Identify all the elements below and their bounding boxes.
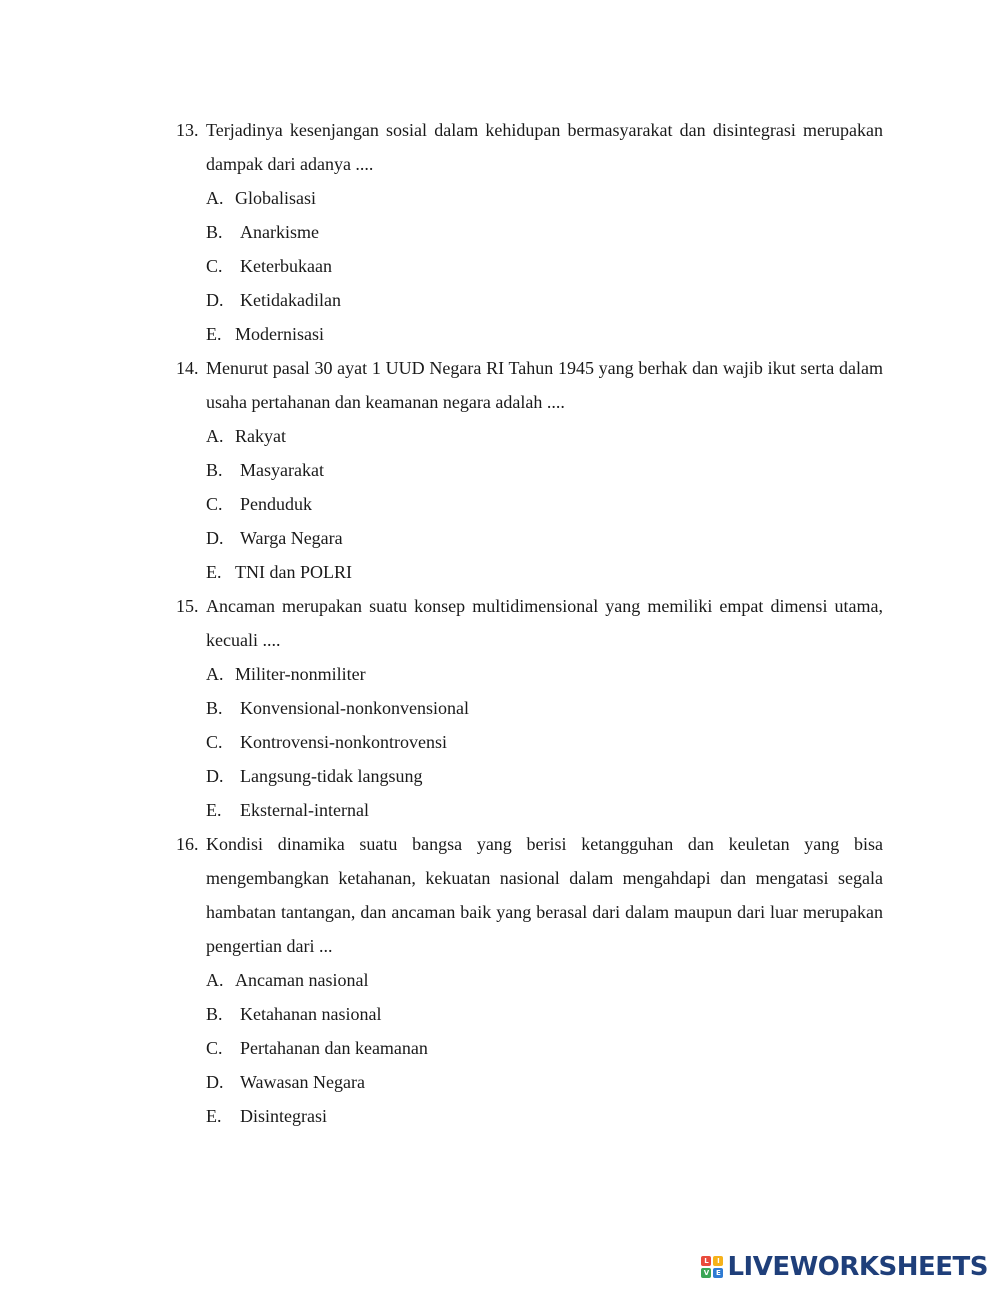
option-a[interactable] [0,419,1000,453]
option-b[interactable] [0,453,1000,487]
question-text: Terjadinya kesenjangan sosial dalam kehidupan bermasyarakat dan disintegrasi merupakan dampak dari adanya .... [206,120,883,174]
option-e[interactable] [0,1099,1000,1133]
option-letter: D. [206,766,224,786]
option-letter: B. [206,460,223,480]
liveworksheets-logo-icon [701,1256,723,1278]
option-c[interactable] [0,1031,1000,1065]
option-letter: D. [206,1072,224,1092]
option-letter: E. [206,324,222,344]
option-text: Militer-nonmiliter [235,664,366,684]
option-e[interactable] [0,793,1000,827]
option-text: Disintegrasi [240,1106,327,1126]
option-c[interactable] [0,725,1000,759]
option-letter: C. [206,1038,223,1058]
option-letter: C. [206,494,223,514]
option-list [0,419,1000,589]
logo-block: I [713,1256,723,1266]
option-text: TNI dan POLRI [235,562,352,582]
logo-text: LIVEWORKSHEETS [727,1252,988,1282]
option-text: Kontrovensi-nonkontrovensi [240,732,447,752]
question-number: 15. [176,596,199,616]
question-text: Menurut pasal 30 ayat 1 UUD Negara RI Tahun 1945 yang berhak dan wajib ikut serta dalam usaha pertahanan dan keamanan negara adalah .... [206,358,883,412]
option-d[interactable] [0,1065,1000,1099]
option-text: Modernisasi [235,324,324,344]
option-text: Wawasan Negara [240,1072,365,1092]
option-text: Ancaman nasional [235,970,369,990]
option-text: Masyarakat [240,460,324,480]
question-number: 13. [176,120,199,140]
option-text: Langsung-tidak langsung [240,766,423,786]
option-a[interactable] [0,963,1000,997]
option-b[interactable] [0,691,1000,725]
option-letter: C. [206,256,223,276]
option-letter: A. [206,188,224,208]
option-letter: B. [206,698,223,718]
question-14 [0,351,1000,589]
option-text: Keterbukaan [240,256,332,276]
option-text: Konvensional-nonkonvensional [240,698,469,718]
option-letter: A. [206,426,224,446]
worksheet [0,113,1000,1133]
question-16 [0,827,1000,1133]
option-letter: E. [206,562,222,582]
option-text: Eksternal-internal [240,800,369,820]
option-b[interactable] [0,997,1000,1031]
option-text: Ketidakadilan [240,290,341,310]
option-list [0,657,1000,827]
option-list [0,963,1000,1133]
option-e[interactable] [0,317,1000,351]
logo-block: E [713,1268,723,1278]
question-15 [0,589,1000,827]
option-text: Penduduk [240,494,312,514]
option-a[interactable] [0,181,1000,215]
option-text: Globalisasi [235,188,316,208]
option-a[interactable] [0,657,1000,691]
option-text: Rakyat [235,426,286,446]
option-d[interactable] [0,759,1000,793]
option-letter: A. [206,970,224,990]
option-b[interactable] [0,215,1000,249]
question-text: Ancaman merupakan suatu konsep multidimensional yang memiliki empat dimensi utama, kecuali .... [206,596,883,650]
option-letter: C. [206,732,223,752]
option-letter: D. [206,528,224,548]
liveworksheets-logo[interactable] [701,1252,988,1282]
option-text: Pertahanan dan keamanan [240,1038,428,1058]
question-number: 14. [176,358,199,378]
logo-block: L [701,1256,711,1266]
option-text: Ketahanan nasional [240,1004,382,1024]
option-letter: B. [206,1004,223,1024]
option-e[interactable] [0,555,1000,589]
option-c[interactable] [0,249,1000,283]
option-letter: A. [206,664,224,684]
option-letter: B. [206,222,223,242]
option-d[interactable] [0,521,1000,555]
option-d[interactable] [0,283,1000,317]
question-13 [0,113,1000,351]
option-text: Warga Negara [240,528,343,548]
option-list [0,181,1000,351]
option-letter: E. [206,800,222,820]
logo-block: V [701,1268,711,1278]
option-letter: D. [206,290,224,310]
question-number: 16. [176,834,199,854]
option-text: Anarkisme [240,222,319,242]
option-letter: E. [206,1106,222,1126]
question-text: Kondisi dinamika suatu bangsa yang berisi ketangguhan dan keuletan yang bisa mengembangkan ketahanan, kekuatan nasional dalam mengahdapi dan mengatasi segala hambatan tantangan, dan ancaman baik yang berasal dari dalam maupun dari luar merupakan pengertian dari ... [206,834,883,956]
option-c[interactable] [0,487,1000,521]
